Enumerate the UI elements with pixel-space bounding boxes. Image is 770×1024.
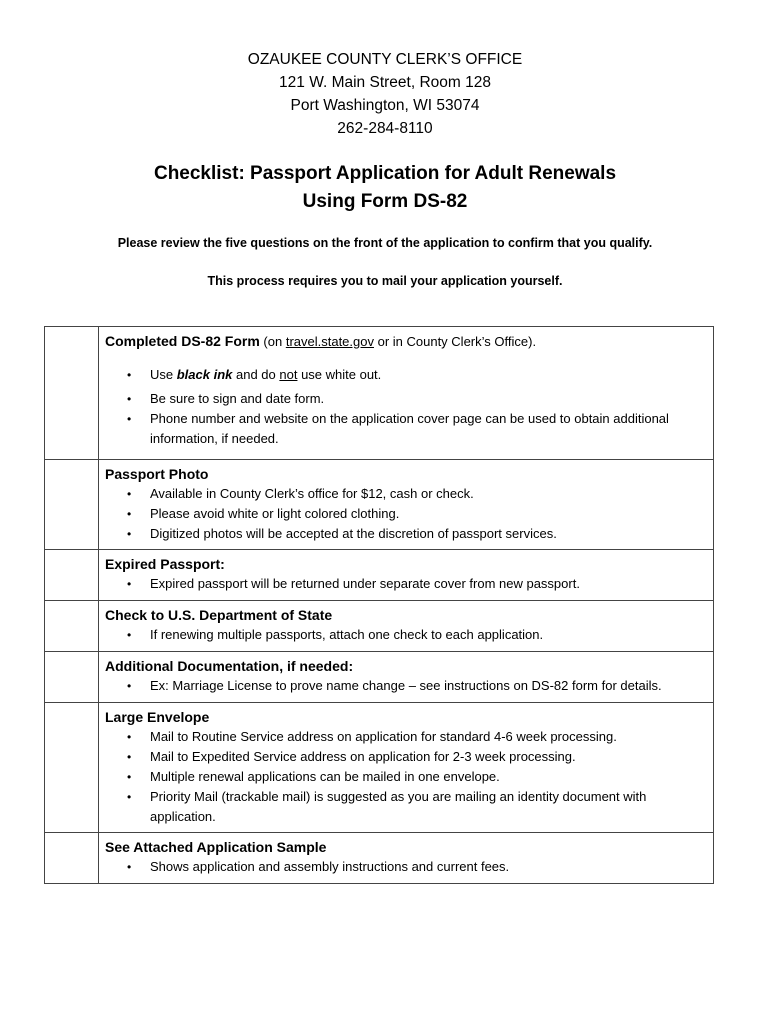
item-list: [105, 365, 707, 449]
checklist-content: [99, 652, 714, 703]
title-line-1: Checklist: Passport Application for Adult Renewals: [153, 163, 617, 184]
checklist-content: [99, 327, 714, 460]
checklist-row-expired: [45, 550, 714, 601]
checklist-row-photo: [45, 460, 714, 550]
checkbox-cell[interactable]: [45, 550, 99, 601]
item-list: [105, 676, 707, 696]
travel-state-gov-link[interactable]: travel.state.gov: [285, 334, 374, 349]
office-street: 121 W. Main Street, Room 128: [279, 74, 491, 91]
section-title: See Attached Application Sample: [105, 839, 327, 855]
list-item: • Be sure to sign and date form.: [105, 389, 707, 409]
office-city: Port Washington, WI 53074: [290, 97, 480, 114]
checklist-content: [99, 460, 714, 550]
list-item: • Shows application and assembly instructions and current fees.: [105, 857, 707, 877]
list-item: • Multiple renewal applications can be mailed in one envelope.: [105, 767, 707, 787]
section-title: Check to U.S. Department of State: [105, 607, 333, 623]
list-item: • Please avoid white or light colored clothing.: [105, 504, 707, 524]
list-item: • Mail to Routine Service address on application for standard 4-6 week processing.: [105, 727, 707, 747]
bullet-icon: •: [127, 412, 132, 426]
review-note: Please review the five questions on the front of the application to confirm that you qualify.: [117, 236, 653, 250]
checklist-row-sample: [45, 833, 714, 884]
document-title: [0, 160, 770, 216]
bullet-icon: •: [127, 368, 132, 382]
bullet-icon: •: [127, 527, 132, 541]
item-list: [105, 625, 707, 645]
list-item: • Priority Mail (trackable mail) is suggested as you are mailing an identity document with application.: [127, 789, 647, 824]
section-title: Additional Documentation, if needed:: [105, 658, 354, 674]
list-item: • Expired passport will be returned under separate cover from new passport.: [105, 574, 707, 594]
bullet-icon: •: [127, 750, 132, 764]
bullet-icon: •: [127, 628, 132, 642]
checkbox-cell[interactable]: [45, 652, 99, 703]
section-title: Completed DS-82 Form (on travel.state.gov or in County Clerk’s Office).: [105, 333, 537, 349]
section-title: Passport Photo: [105, 466, 209, 482]
office-name: OZAUKEE COUNTY CLERK’S OFFICE: [247, 51, 523, 68]
list-item: • Ex: Marriage License to prove name change – see instructions on DS-82 form for details.: [105, 676, 707, 696]
list-item: • Mail to Expedited Service address on application for 2-3 week processing.: [105, 747, 707, 767]
checklist-row-check: [45, 601, 714, 652]
bullet-icon: •: [127, 770, 132, 784]
checklist-content: [99, 601, 714, 652]
checklist-row-ds82: [45, 327, 714, 460]
checklist-content: [99, 833, 714, 884]
list-item: • Phone number and website on the application cover page can be used to obtain additional information, if needed.: [127, 411, 669, 446]
bullet-icon: •: [127, 730, 132, 744]
list-item: • If renewing multiple passports, attach one check to each application.: [105, 625, 707, 645]
checklist-content: [99, 550, 714, 601]
checklist-table: [44, 326, 714, 884]
bullet-icon: •: [127, 679, 132, 693]
bullet-icon: •: [127, 577, 132, 591]
item-list: [105, 727, 707, 827]
mail-note: This process requires you to mail your application yourself.: [207, 274, 563, 288]
checklist-row-additional: [45, 652, 714, 703]
bullet-icon: •: [127, 487, 132, 501]
checklist-row-envelope: [45, 703, 714, 833]
checkbox-cell[interactable]: [45, 460, 99, 550]
bullet-icon: •: [127, 860, 132, 874]
section-title: Expired Passport:: [105, 556, 225, 572]
list-item: • Available in County Clerk’s office for $12, cash or check.: [105, 484, 707, 504]
bullet-icon: •: [127, 790, 132, 804]
section-title: Large Envelope: [105, 709, 210, 725]
checkbox-cell[interactable]: [45, 327, 99, 460]
checkbox-cell[interactable]: [45, 601, 99, 652]
checkbox-cell[interactable]: [45, 833, 99, 884]
list-item: • Digitized photos will be accepted at the discretion of passport services.: [105, 524, 707, 544]
item-list: [105, 484, 707, 544]
item-list: [105, 574, 707, 594]
list-item: • Use black ink and do not use white out.: [105, 365, 707, 385]
bullet-icon: •: [127, 392, 132, 406]
checklist-content: [99, 703, 714, 833]
office-header: [0, 48, 770, 140]
title-line-2: Using Form DS-82: [302, 191, 468, 212]
office-phone: 262-284-8110: [337, 120, 433, 137]
bullet-icon: •: [127, 507, 132, 521]
item-list: [105, 857, 707, 877]
checkbox-cell[interactable]: [45, 703, 99, 833]
